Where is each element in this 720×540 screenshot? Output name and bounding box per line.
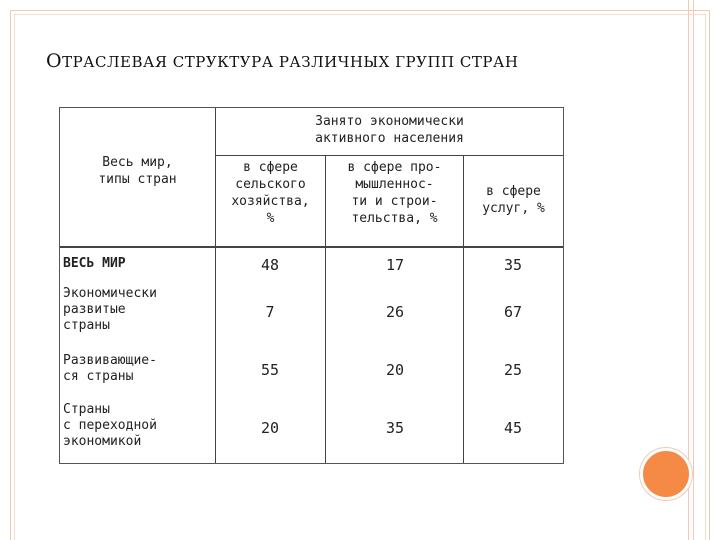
col-header-agriculture: в сфере сельского хозяйства, % — [231, 160, 310, 226]
group-header: Занято экономически активного населения — [315, 114, 464, 146]
table-header-rule — [60, 246, 563, 248]
data-table — [59, 107, 564, 464]
title-initial: О — [46, 50, 63, 72]
decorative-line — [693, 0, 694, 540]
title-text: ТРАСЛЕВАЯ СТРУКТУРА РАЗЛИЧНЫХ ГРУПП СТРАН — [62, 53, 519, 71]
table-cell: 35 — [385, 419, 405, 437]
row-label-developing: Развивающие- ся страны — [63, 353, 157, 384]
row-label-world: ВЕСЬ МИР — [63, 256, 126, 271]
table-cell: 35 — [503, 256, 523, 274]
row-label-developed: Экономически развитые страны — [63, 286, 157, 333]
table-cell: 7 — [265, 303, 275, 321]
table-cell: 67 — [503, 303, 523, 321]
table-cell: 45 — [503, 419, 523, 437]
table-cell: 48 — [260, 256, 280, 274]
row-label-transition: Страны с переходной экономикой — [63, 402, 157, 449]
col-header-industry: в сфере про- мышленнос- ти и строи- тельства, % — [347, 160, 442, 226]
decorative-line — [688, 0, 689, 540]
corner-header: Весь мир, типы стран — [98, 155, 177, 187]
table-cell: 55 — [260, 361, 280, 379]
table-cell: 20 — [385, 361, 405, 379]
table-cell: 17 — [385, 256, 405, 274]
col-header-services: в сфере услуг, % — [482, 184, 545, 216]
table-cell: 20 — [260, 419, 280, 437]
decorative-orange-circle — [640, 448, 692, 500]
table-cell: 25 — [503, 361, 523, 379]
table-divider — [216, 155, 563, 156]
table-cell: 26 — [385, 303, 405, 321]
slide-title — [46, 50, 518, 72]
